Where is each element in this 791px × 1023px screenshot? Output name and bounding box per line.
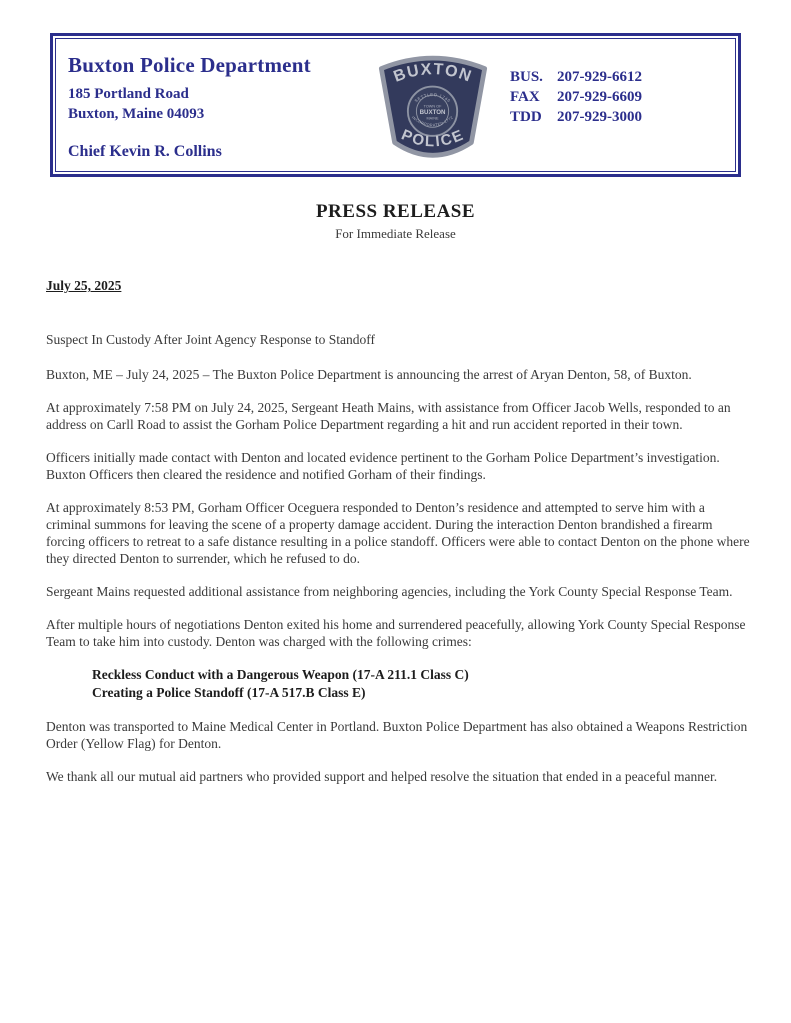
document-body	[46, 277, 750, 801]
seal-bottom-text: INCORPORATED 1772	[410, 115, 455, 128]
phone-row-fax	[510, 87, 723, 107]
phone-number: 207-929-6612	[557, 69, 642, 85]
paragraph: We thank all our mutual aid partners who provided support and helped resolve the situation that ended in a peaceful manner.	[46, 769, 718, 784]
department-address	[68, 84, 368, 124]
title-block	[0, 201, 791, 242]
phone-label: BUS.	[510, 69, 543, 85]
charges-list	[92, 666, 750, 702]
paragraph: Buxton, ME – July 24, 2025 – The Buxton Police Department is announcing the arrest of Aryan Denton, 58, of Buxton.	[46, 367, 692, 382]
phone-number: 207-929-3000	[557, 109, 642, 125]
phone-label: TDD	[510, 109, 542, 125]
charge-item: Reckless Conduct with a Dangerous Weapon (17-A 211.1 Class C)	[92, 667, 469, 682]
seal-top-text: SETTLED 1746	[413, 92, 452, 104]
letterhead-inner-border	[55, 38, 736, 172]
phone-label: FAX	[510, 89, 540, 105]
letterhead	[50, 33, 741, 177]
press-release-title: PRESS RELEASE	[315, 201, 476, 222]
police-badge-logo	[368, 47, 498, 165]
release-subtitle: For Immediate Release	[335, 226, 456, 241]
paragraph: Officers initially made contact with Denton and located evidence pertinent to the Gorham Police Department’s investigation. Buxton Officers then cleared the residence and notified Gorham of their findings.	[46, 450, 720, 482]
address-line-2: Buxton, Maine 04093	[68, 106, 205, 122]
letterhead-left-column	[68, 47, 368, 165]
seal-center-top-text: TOWN OF	[423, 104, 442, 109]
paragraph: Denton was transported to Maine Medical Center in Portland. Buxton Police Department has also obtained a Weapons Restriction Order (Yellow Flag) for Denton.	[46, 719, 748, 751]
headline: Suspect In Custody After Joint Agency Response to Standoff	[46, 332, 375, 347]
paragraph: After multiple hours of negotiations Denton exited his home and surrendered peacefully, allowing York County Special Response Team to take him into custody. Denton was charged with the following crimes:	[46, 617, 746, 649]
paragraph: At approximately 8:53 PM, Gorham Officer Oceguera responded to Denton’s residence and attempted to serve him with a criminal summons for leaving the scene of a property damage accident. During the interaction Denton brandished a firearm forcing officers to retreat to a safe distance resulting in a police standoff. Officers were able to contact Denton on the phone where they directed Denton to surrender, which he refused to do.	[46, 500, 750, 566]
department-name: Buxton Police Department	[68, 53, 311, 77]
paragraph: Sergeant Mains requested additional assistance from neighboring agencies, including the York County Special Response Team.	[46, 584, 733, 599]
paragraph: At approximately 7:58 PM on July 24, 2025, Sergeant Heath Mains, with assistance from Officer Jacob Wells, responded to an address on Carll Road to assist the Gorham Police Department regarding a hit and run accident reported in their town.	[46, 400, 731, 432]
address-line-1: 185 Portland Road	[68, 86, 189, 102]
release-date: July 25, 2025	[46, 278, 122, 293]
phone-number: 207-929-6609	[557, 89, 642, 105]
phone-row-tdd	[510, 107, 723, 127]
badge-top-text: BUXTON	[391, 60, 475, 86]
charge-item: Creating a Police Standoff (17-A 517.B Class E)	[92, 685, 366, 700]
chief-name: Chief Kevin R. Collins	[68, 143, 222, 160]
seal-center-bottom-text: MAINE	[426, 116, 439, 121]
badge-bottom-text: POLICE	[398, 126, 468, 151]
letterhead-phone-block	[498, 47, 723, 165]
seal-center-text: BUXTON	[419, 109, 446, 117]
phone-row-business	[510, 67, 723, 87]
police-patch-icon	[372, 42, 494, 170]
